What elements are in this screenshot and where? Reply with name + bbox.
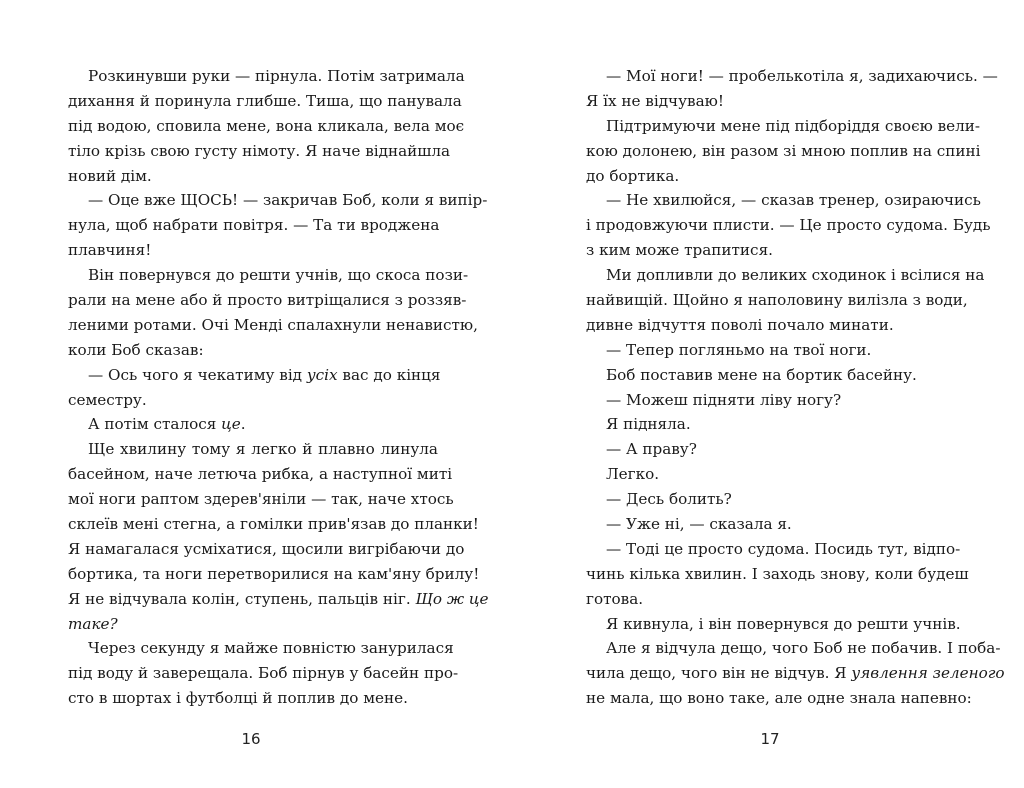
page-number-left: 16 xyxy=(241,730,261,748)
text-line xyxy=(68,363,441,388)
text-line: коли Боб сказав: xyxy=(68,340,204,359)
text-line: рали на мене або й просто витріщалися з роззяв- xyxy=(68,291,467,310)
text-line: Я їх не відчуваю! xyxy=(586,91,724,110)
emphasis-text: уявлення зеленого xyxy=(851,664,1005,683)
text-line: і продовжуючи плисти. — Це просто судома. Будь xyxy=(586,216,991,235)
text-line xyxy=(68,412,438,437)
text-line: Але я відчула дещо, чого Боб не побачив. І поба- xyxy=(606,639,1001,658)
left-page xyxy=(68,64,489,711)
text-line: Я намагалася усміхатися, щосили вигрібаючи до xyxy=(68,539,465,558)
emphasis-text: усіх xyxy=(306,365,338,384)
text-line: мої ноги раптом здерев'яніли — так, наче хтось xyxy=(68,490,454,509)
text-line: готова. xyxy=(586,589,644,608)
text-line: — Тоді це просто судома. Посидь тут, відпо- xyxy=(606,539,961,558)
page-number-right: 17 xyxy=(760,730,780,748)
text-segment: — Ось чого я чекатиму від xyxy=(88,365,307,384)
text-line xyxy=(68,612,438,637)
text-line: тіло крізь свою густу німоту. Я наче віднайшла xyxy=(68,141,451,160)
text-line: Легко. xyxy=(606,465,660,484)
text-line: Розкинувши руки — пірнула. Потім затримала xyxy=(88,67,465,85)
text-line: чинь кілька хвилин. І заходь знову, коли будеш xyxy=(586,564,969,583)
text-line: — Десь болить? xyxy=(606,490,732,509)
text-line: під воду й заверещала. Боб пірнув у басейн про- xyxy=(68,664,459,683)
text-segment: чила дещо, чого він не відчув. Я xyxy=(586,664,852,683)
text-line: — Можеш підняти ліву ногу? xyxy=(606,390,842,409)
text-line: — Оце вже ЩОСЬ! — закричав Боб, коли я випір- xyxy=(88,191,488,210)
text-line: семестру. xyxy=(68,390,147,409)
text-line: — Не хвилюйся, — сказав тренер, озираючись xyxy=(606,191,981,210)
text-line: Ще хвилину тому я легко й плавно линула xyxy=(88,440,438,459)
text-line: Ми допливли до великих сходинок і всілися на xyxy=(606,266,985,285)
text-line: — Мої ноги! — пробелькотіла я, задихаючись. — xyxy=(606,67,998,85)
text-line: дивне відчуття поволі почало минати. xyxy=(586,315,894,334)
text-line: Боб поставив мене на бортик басейну. xyxy=(606,365,917,384)
text-line: басейном, наче летюча рибка, а наступної миті xyxy=(68,465,453,484)
emphasis-text: таке? xyxy=(68,614,118,633)
text-line xyxy=(586,661,1005,686)
text-segment: вас до кінця xyxy=(337,365,441,384)
text-line: новий дім. xyxy=(68,166,152,185)
text-segment: Я не відчувала колін, ступень, пальців ніг. xyxy=(68,589,416,608)
text-line: кою долонею, він разом зі мною поплив на спині xyxy=(586,141,981,160)
text-line: Підтримуючи мене під підборіддя своєю вели- xyxy=(606,116,981,135)
right-page xyxy=(586,64,1005,711)
text-line: склеїв мені стегна, а гомілки прив'язав до планки! xyxy=(68,515,479,534)
text-line: до бортика. xyxy=(586,166,680,185)
text-line: плавчиня! xyxy=(68,241,152,260)
text-line: — А праву? xyxy=(606,440,697,459)
text-line: сто в шортах і футболці й поплив до мене. xyxy=(68,689,408,708)
text-line: нула, щоб набрати повітря. — Та ти вроджена xyxy=(68,216,440,235)
text-segment: . xyxy=(240,415,246,434)
text-line: — Уже ні, — сказала я. xyxy=(606,515,792,534)
emphasis-text: це xyxy=(221,415,241,434)
text-line: дихання й поринула глибше. Тиша, що панувала xyxy=(68,91,462,110)
text-line xyxy=(68,587,489,612)
text-line: — Тепер погляньмо на твої ноги. xyxy=(606,340,872,359)
text-line: під водою, сповила мене, вона кликала, вела моє xyxy=(68,116,465,135)
text-line: не мала, що воно таке, але одне знала напевно: xyxy=(586,689,972,708)
text-line: Він повернувся до решти учнів, що скоса пози- xyxy=(88,266,469,285)
emphasis-text: Що ж це xyxy=(415,589,489,608)
text-line: з ким може трапитися. xyxy=(586,241,773,260)
text-line: Я кивнула, і він повернувся до решти учнів. xyxy=(606,614,961,633)
text-line: бортика, та ноги перетворилися на кам'яну брилу! xyxy=(68,564,480,583)
text-segment: А потім сталося xyxy=(88,415,222,434)
text-line: Я підняла. xyxy=(606,415,691,434)
text-line: леними ротами. Очі Менді спалахнули ненавистю, xyxy=(68,315,478,334)
text-line: Через секунду я майже повністю занурилася xyxy=(88,639,454,658)
text-line: найвищій. Щойно я наполовину вилізла з води, xyxy=(586,291,968,310)
